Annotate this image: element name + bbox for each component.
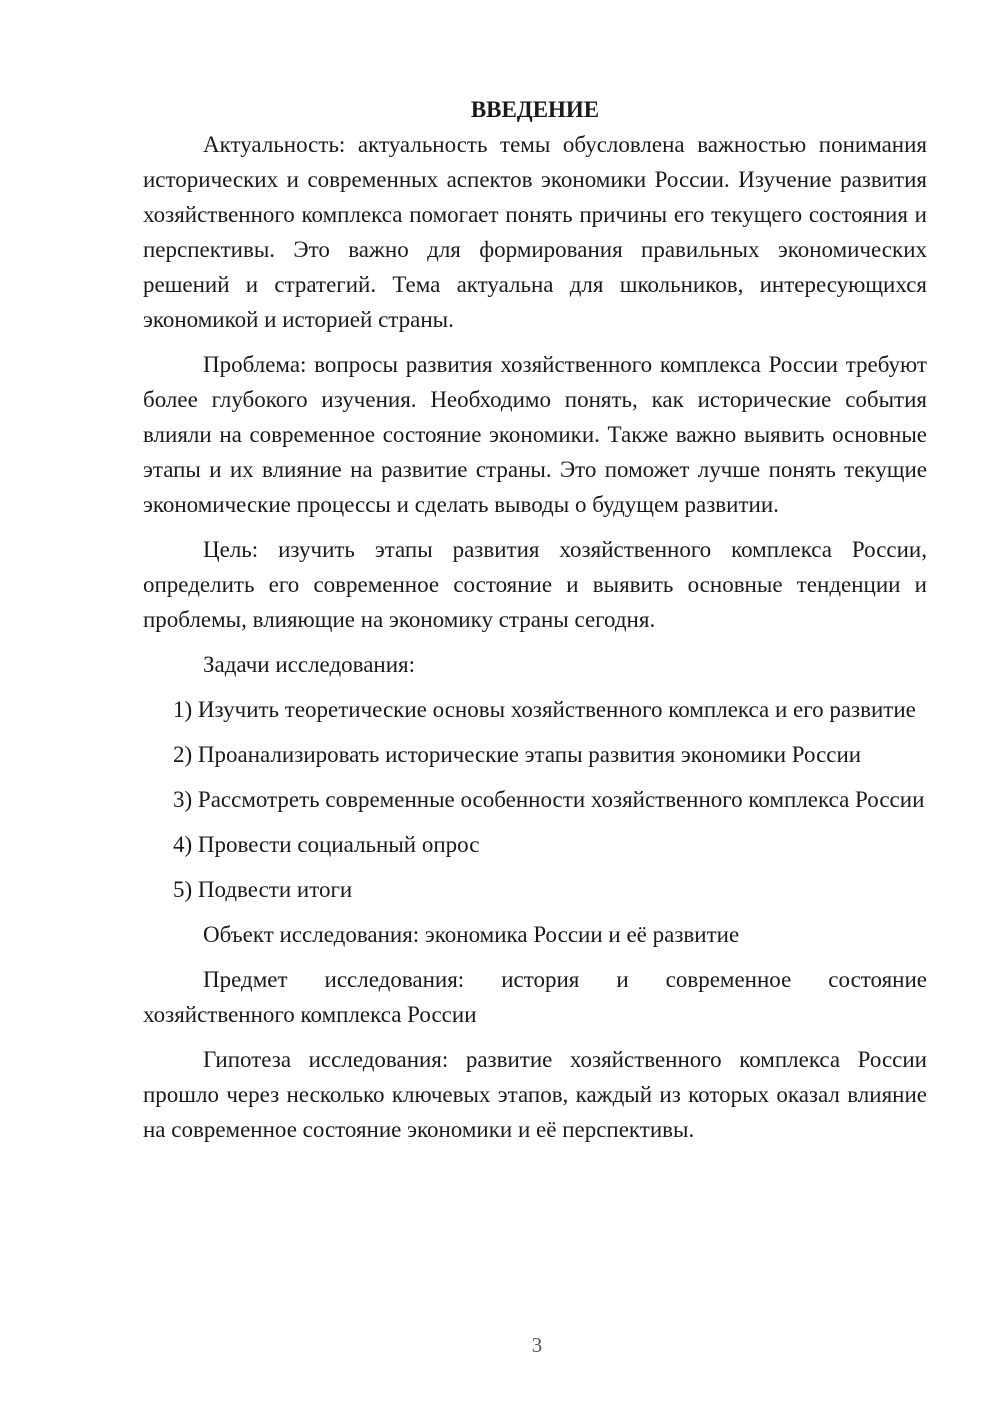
relevance-paragraph: Актуальность: актуальность темы обусловлена важностью понимания исторических и современных аспектов экономики России. Изучение развития хозяйственного комплекса помогает понять причины его текущего состояния и перспективы. Это важно для формирования правильных экономических решений и стратегий. Тема актуальна для школьников, интересующихся экономикой и историей страны. [143, 132, 927, 332]
page-body [143, 92, 927, 1147]
problem-paragraph: Проблема: вопросы развития хозяйственного комплекса России требуют более глубокого изучения. Необходимо понять, как исторические события влияли на современное состояние экономики. Также важно выявить основные этапы и их влияние на развитие страны. Это поможет лучше понять текущие экономические процессы и сделать выводы о будущем развитии. [143, 352, 927, 517]
subject-paragraph: Предмет исследования: история и современное состояние хозяйственного комплекса России [143, 967, 927, 1027]
task-item: 2) Проанализировать исторические этапы развития экономики России [173, 742, 862, 767]
page-number: 3 [531, 1333, 543, 1357]
task-item: 3) Рассмотреть современные особенности хозяйственного комплекса России [173, 787, 925, 812]
task-item: 4) Провести социальный опрос [173, 832, 480, 857]
task-item: 1) Изучить теоретические основы хозяйственного комплекса и его развитие [173, 697, 916, 722]
task-item: 5) Подвести итоги [173, 877, 353, 902]
tasks-intro: Задачи исследования: [203, 652, 416, 677]
object-paragraph: Объект исследования: экономика России и её развитие [203, 922, 740, 947]
section-heading: ВВЕДЕНИЕ [470, 97, 600, 122]
goal-paragraph: Цель: изучить этапы развития хозяйственного комплекса России, определить его современное состояние и выявить основные тенденции и проблемы, влияющие на экономику страны сегодня. [143, 537, 927, 632]
hypothesis-paragraph: Гипотеза исследования: развитие хозяйственного комплекса России прошло через несколько ключевых этапов, каждый из которых оказал влияние на современное состояние экономики и её перспективы. [143, 1047, 927, 1142]
